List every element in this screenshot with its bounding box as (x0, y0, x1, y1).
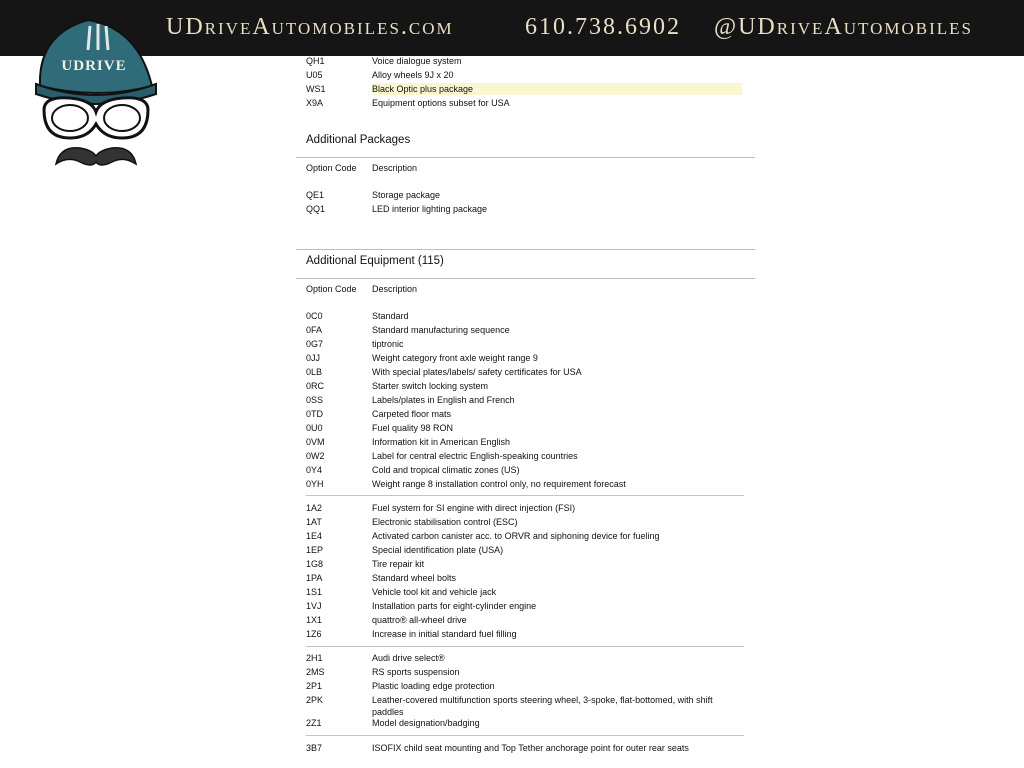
option-code: QH1 (306, 56, 325, 66)
option-description: Storage package (372, 190, 441, 200)
option-description: Electronic stabilisation control (ESC) (372, 517, 518, 527)
option-description: Installation parts for eight-cylinder engine (372, 601, 537, 611)
divider (296, 157, 755, 158)
social-handle-text[interactable]: @UDriveAutomobiles (714, 14, 974, 40)
option-description: Activated carbon canister acc. to ORVR and siphoning device for fueling (372, 531, 660, 541)
option-description: Audi drive select® (372, 653, 445, 663)
option-code: U05 (306, 70, 323, 80)
option-code: 2P1 (306, 681, 323, 691)
option-description-highlighted: Black Optic plus package (372, 83, 742, 95)
option-description: Fuel system for SI engine with direct injection (FSI) (372, 503, 576, 513)
option-code: 0JJ (306, 353, 321, 363)
option-description: Information kit in American English (372, 437, 511, 447)
option-code: 2PK (306, 695, 324, 705)
option-code: 0W2 (306, 451, 325, 461)
option-code: 2MS (306, 667, 325, 677)
phone-text[interactable]: 610.738.6902 (525, 14, 681, 40)
option-description: Carpeted floor mats (372, 409, 452, 419)
option-code: WS1 (306, 84, 326, 94)
option-description: Starter switch locking system (372, 381, 489, 391)
option-description: RS sports suspension (372, 667, 460, 677)
equipment-heading: Additional Equipment (115) (306, 255, 444, 267)
option-description: tiptronic (372, 339, 404, 349)
option-code: QE1 (306, 190, 325, 200)
group-divider (306, 735, 744, 736)
option-code: 1EP (306, 545, 324, 555)
option-description: LED interior lighting package (372, 204, 488, 214)
option-code: 0Y4 (306, 465, 323, 475)
option-description: Label for central electric English-speaking countries (372, 451, 578, 461)
divider (296, 249, 755, 250)
option-code: 0SS (306, 395, 324, 405)
group-divider (306, 495, 744, 496)
option-code: 0FA (306, 325, 323, 335)
logo-text: UDRIVE (61, 58, 127, 74)
option-code: 0C0 (306, 311, 323, 321)
website-text[interactable]: UDriveAutomobiles.com (166, 14, 454, 40)
option-description: Weight category front axle weight range 9 (372, 353, 538, 363)
option-code: 1VJ (306, 601, 322, 611)
option-description: Tire repair kit (372, 559, 425, 569)
option-code: 0VM (306, 437, 325, 447)
option-code: X9A (306, 98, 324, 108)
packages-heading: Additional Packages (306, 134, 411, 146)
option-description: Fuel quality 98 RON (372, 423, 454, 433)
col-description: Description (372, 163, 418, 173)
option-description: Vehicle tool kit and vehicle jack (372, 587, 497, 597)
option-code: 0RC (306, 381, 325, 391)
option-description: Plastic loading edge protection (372, 681, 495, 691)
option-code: 1G8 (306, 559, 324, 569)
option-description: quattro® all-wheel drive (372, 615, 467, 625)
option-code: 1Z6 (306, 629, 322, 639)
option-code: 1A2 (306, 503, 323, 513)
option-description: Equipment options subset for USA (372, 98, 510, 108)
option-description: Model designation/badging (372, 718, 480, 728)
option-description: Standard wheel bolts (372, 573, 457, 583)
option-description: Labels/plates in English and French (372, 395, 515, 405)
option-description: Standard manufacturing sequence (372, 325, 510, 335)
option-code: 0G7 (306, 339, 324, 349)
option-description: Alloy wheels 9J x 20 (372, 70, 454, 80)
option-description: Leather-covered multifunction sports steering wheel, 3-spoke, flat-bottomed, with shift paddles (372, 695, 713, 717)
col-option-code: Option Code (306, 163, 357, 173)
col-description: Description (372, 284, 418, 294)
option-description: Cold and tropical climatic zones (US) (372, 465, 520, 475)
option-description: ISOFIX child seat mounting and Top Tether anchorage point for outer rear seats (372, 743, 689, 753)
option-code: 0TD (306, 409, 324, 419)
option-code: 0LB (306, 367, 323, 377)
group-divider (306, 646, 744, 647)
option-code: 1PA (306, 573, 323, 583)
option-code: 2Z1 (306, 718, 322, 728)
option-description: Voice dialogue system (372, 56, 462, 66)
option-description: Standard (372, 311, 409, 321)
option-code: 3B7 (306, 743, 323, 753)
option-description: Weight range 8 installation control only, no requirement forecast (372, 479, 626, 489)
option-description: Increase in initial standard fuel filling (372, 629, 517, 639)
option-code: QQ1 (306, 204, 326, 214)
option-code: 1X1 (306, 615, 323, 625)
divider (296, 278, 755, 279)
option-code: 1AT (306, 517, 322, 527)
option-code: 1E4 (306, 531, 323, 541)
option-description: Special identification plate (USA) (372, 545, 504, 555)
option-description: With special plates/labels/ safety certificates for USA (372, 367, 582, 377)
option-code: 0U0 (306, 423, 323, 433)
option-code: 2H1 (306, 653, 323, 663)
col-option-code: Option Code (306, 284, 357, 294)
option-code: 0YH (306, 479, 324, 489)
option-code: 1S1 (306, 587, 323, 597)
